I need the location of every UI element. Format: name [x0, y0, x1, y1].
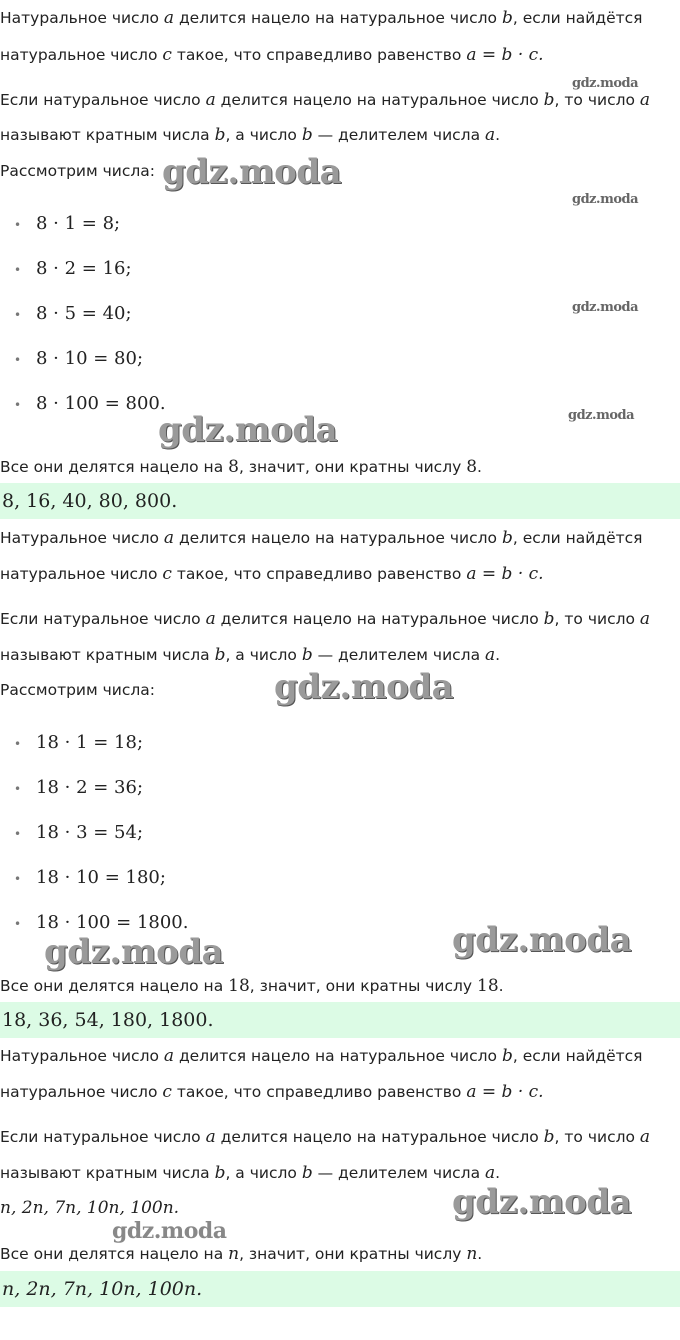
multiples-list: n, 2n, 7n, 10n, 100n. — [0, 1198, 180, 1218]
definition-line-3: Если натуральное число a делится нацело на натуральное число b, то число a — [0, 90, 651, 110]
list-item: 8 · 2 = 16; — [36, 258, 132, 279]
consider-label: Рассмотрим числа: — [0, 681, 156, 699]
list-item: 18 · 10 = 180; — [36, 867, 166, 888]
list-item: 18 · 1 = 18; — [36, 732, 144, 753]
watermark-logo: gdz.moda — [572, 300, 639, 315]
list-item: 8 · 10 = 80; — [36, 348, 144, 369]
definition-line-1: Натуральное число a делится нацело на натуральное число b, если найдётся — [0, 528, 643, 548]
list-item: 18 · 100 = 1800. — [36, 912, 189, 933]
definition-line-1: Натуральное число a делится нацело на натуральное число b, если найдётся — [0, 8, 643, 28]
definition-line-3: Если натуральное число a делится нацело на натуральное число b, то число a — [0, 1127, 651, 1147]
list-item: 8 · 5 = 40; — [36, 303, 132, 324]
definition-line-1: Натуральное число a делится нацело на натуральное число b, если найдётся — [0, 1046, 643, 1066]
watermark-logo: gdz.moda — [112, 1218, 227, 1244]
definition-line-4: называют кратным числа b, а число b — делителем числа a. — [0, 645, 501, 665]
watermark-logo: gdz.moda — [452, 1182, 632, 1222]
list-item: 18 · 3 = 54; — [36, 822, 144, 843]
list-item: 8 · 100 = 800. — [36, 393, 166, 414]
conclusion-line: Все они делятся нацело на 8, значит, они кратны числу 8. — [0, 457, 482, 477]
list-item: 18 · 2 = 36; — [36, 777, 144, 798]
bullet-icon: • — [14, 398, 22, 412]
bullet-icon: • — [14, 827, 22, 841]
watermark-logo: gdz.moda — [572, 192, 639, 207]
watermark-logo: gdz.moda — [274, 667, 454, 707]
consider-label: Рассмотрим числа: — [0, 162, 156, 180]
answer-box: 18, 36, 54, 180, 1800. — [0, 1002, 680, 1038]
watermark-logo: gdz.moda — [568, 408, 635, 423]
conclusion-line: Все они делятся нацело на n, значит, они кратны числу n. — [0, 1244, 483, 1264]
definition-line-2: натуральное число c такое, что справедливо равенство a = b · c. — [0, 564, 544, 584]
watermark-logo: gdz.moda — [162, 152, 342, 192]
list-item: 8 · 1 = 8; — [36, 213, 121, 234]
definition-line-4: называют кратным числа b, а число b — делителем числа a. — [0, 125, 501, 145]
watermark-logo: gdz.moda — [158, 410, 338, 450]
bullet-icon: • — [14, 218, 22, 232]
bullet-icon: • — [14, 308, 22, 322]
bullet-icon: • — [14, 737, 22, 751]
bullet-icon: • — [14, 917, 22, 931]
watermark-logo: gdz.moda — [44, 932, 224, 972]
bullet-icon: • — [14, 872, 22, 886]
definition-line-4: называют кратным числа b, а число b — делителем числа a. — [0, 1163, 501, 1183]
definition-line-2: натуральное число c такое, что справедливо равенство a = b · c. — [0, 1082, 544, 1102]
watermark-logo: gdz.moda — [452, 920, 632, 960]
answer-box: 8, 16, 40, 80, 800. — [0, 483, 680, 519]
conclusion-line: Все они делятся нацело на 18, значит, они кратны числу 18. — [0, 976, 504, 996]
definition-line-2: натуральное число c такое, что справедливо равенство a = b · c. — [0, 45, 544, 65]
bullet-icon: • — [14, 353, 22, 367]
bullet-icon: • — [14, 782, 22, 796]
definition-line-3: Если натуральное число a делится нацело на натуральное число b, то число a — [0, 609, 651, 629]
answer-box: n, 2n, 7n, 10n, 100n. — [0, 1271, 680, 1307]
bullet-icon: • — [14, 263, 22, 277]
watermark-logo: gdz.moda — [572, 76, 639, 91]
